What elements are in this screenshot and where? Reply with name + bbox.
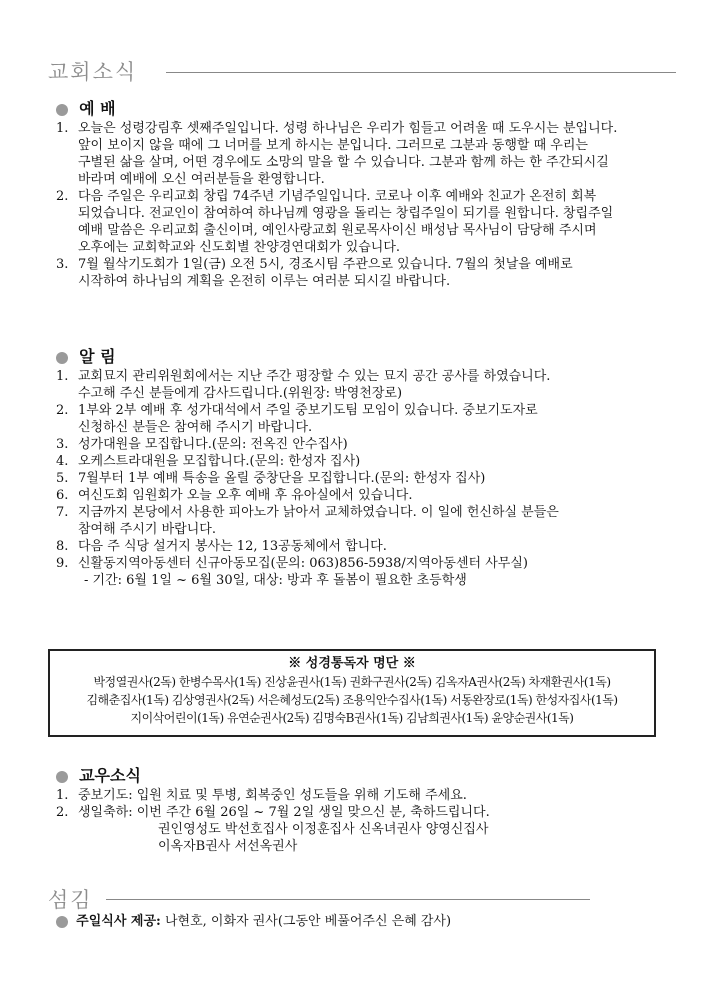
list-item: 1. 중보기도: 입원 치료 및 투병, 회복중인 성도들을 위해 기도해 주세요. <box>56 788 467 803</box>
bible-readers-line: 지이삭어린이(1독) 유연순권사(2독) 김명숙B권사(1독) 김남희권사(1독) 윤양순권사(1독) <box>130 711 574 725</box>
section-title-news: 교회소식 <box>48 60 138 84</box>
service-label: 주일식사 제공: <box>76 914 161 929</box>
list-item: 4. 오케스트라대원을 모집합니다.(문의: 한성자 집사) <box>56 454 361 469</box>
list-item: 2. 다음 주일은 우리교회 창립 74주년 기념주일입니다. 코로나 이후 예배와 친교가 온전히 회복 되었습니다. 전교인이 참여하여 하나님께 영광을 돌리는 창립주일이 되기를 원합니다. 창립주일 예배 말씀은 우리교회 출신이며, 예인사랑교회 원로목사이신 배성남 목사님이 담당해 주시며 오후에는 교회학교와 신도회별 찬양경연대회가 있습니다. <box>56 189 614 255</box>
worship-heading: 예 배 <box>79 99 116 118</box>
worship-list <box>56 120 666 290</box>
list-item: 2. 생일축하: 이번 주간 6월 26일 ~ 7월 2일 생일 맞으신 분, 축하드립니다. 권인영성도 박선호집사 이정훈집사 신옥녀권사 양영신집사 이옥자B권사 서선옥권사 <box>56 805 490 854</box>
bible-readers-line: 김해춘집사(1독) 김상영권사(2독) 서은혜성도(2독) 조용익안수집사(1독) 서동완장로(1독) 한성자집사(1독) <box>86 693 618 707</box>
worship-header <box>56 96 116 119</box>
bible-readers-box <box>48 649 656 737</box>
list-item: 5. 7월부터 1부 예배 특송을 올릴 중창단을 모집합니다.(문의: 한성자 집사) <box>56 471 486 486</box>
list-item: 1. 오늘은 성령강림후 셋째주일입니다. 성령 하나님은 우리가 힘들고 어려울 때 도우시는 분입니다. 앞이 보이지 않을 때에 그 너머를 보게 하시는 분입니다. 그러므로 그분과 동행할 때 우리는 구별된 삶을 살며, 어떤 경우에도 소망의 말을 할 수 있습니다. 그분과 함께 하는 한 주간되시길 바라며 예배에 오신 여러분들을 환영합니다. <box>56 121 618 187</box>
list-item: 9. 신활동지역아동센터 신규아동모집(문의: 063)856-5938/지역아동센터 사무실) - 기간: 6월 1일 ~ 6월 30일, 대상: 방과 후 돌봄이 필요한 초등학생 <box>56 556 528 588</box>
bible-readers-line: 박정열권사(2독) 한병수목사(1독) 진상윤권사(1독) 권화구권사(2독) 김옥자A권사(2독) 차재환권사(1독) <box>93 675 611 689</box>
members-list <box>56 787 666 855</box>
service-text: 나현호, 이화자 권사(그동안 베풀어주신 은혜 감사) <box>164 914 452 929</box>
section-divider <box>166 72 676 73</box>
bible-readers-title: ※ 성경통독자 명단 ※ <box>288 656 416 671</box>
list-item: 3. 7월 월삭기도회가 1일(금) 오전 5시, 경조시팀 주관으로 있습니다. 7월의 첫날을 예배로 시작하여 하나님의 계획을 온전히 이루는 여러분 되시길 바랍니다. <box>56 257 573 289</box>
bullet-icon <box>56 916 68 928</box>
notices-heading: 알 림 <box>79 347 116 366</box>
notices-header <box>56 344 116 367</box>
bullet-icon <box>56 771 68 783</box>
section-divider <box>106 899 590 900</box>
section-title-service: 섬김 <box>48 888 93 912</box>
list-item: 1. 교회묘지 관리위원회에서는 지난 주간 평장할 수 있는 묘지 공간 공사를 하였습니다. 수고해 주신 분들에게 감사드립니다.(위원장: 박영천장로) <box>56 369 551 401</box>
members-header <box>56 763 141 786</box>
list-item: 7. 지금까지 본당에서 사용한 피아노가 낡아서 교체하였습니다. 이 일에 헌신하실 분들은 참여해 주시기 바랍니다. <box>56 505 559 537</box>
bullet-icon <box>56 352 68 364</box>
list-item: 2. 1부와 2부 예배 후 성가대석에서 주일 중보기도팀 모임이 있습니다. 중보기도자로 신청하신 분들은 참여해 주시기 바랍니다. <box>56 403 538 435</box>
members-heading: 교우소식 <box>79 766 141 785</box>
notices-list <box>56 368 666 589</box>
list-item: 6. 여신도회 임원회가 오늘 오후 예배 후 유아실에서 있습니다. <box>56 488 413 503</box>
list-item: 3. 성가대원을 모집합니다.(문의: 전옥진 안수집사) <box>56 437 348 452</box>
list-item: 8. 다음 주 식당 설거지 봉사는 12, 13공동체에서 합니다. <box>56 539 387 554</box>
service-line <box>56 910 451 929</box>
bullet-icon <box>56 104 68 116</box>
